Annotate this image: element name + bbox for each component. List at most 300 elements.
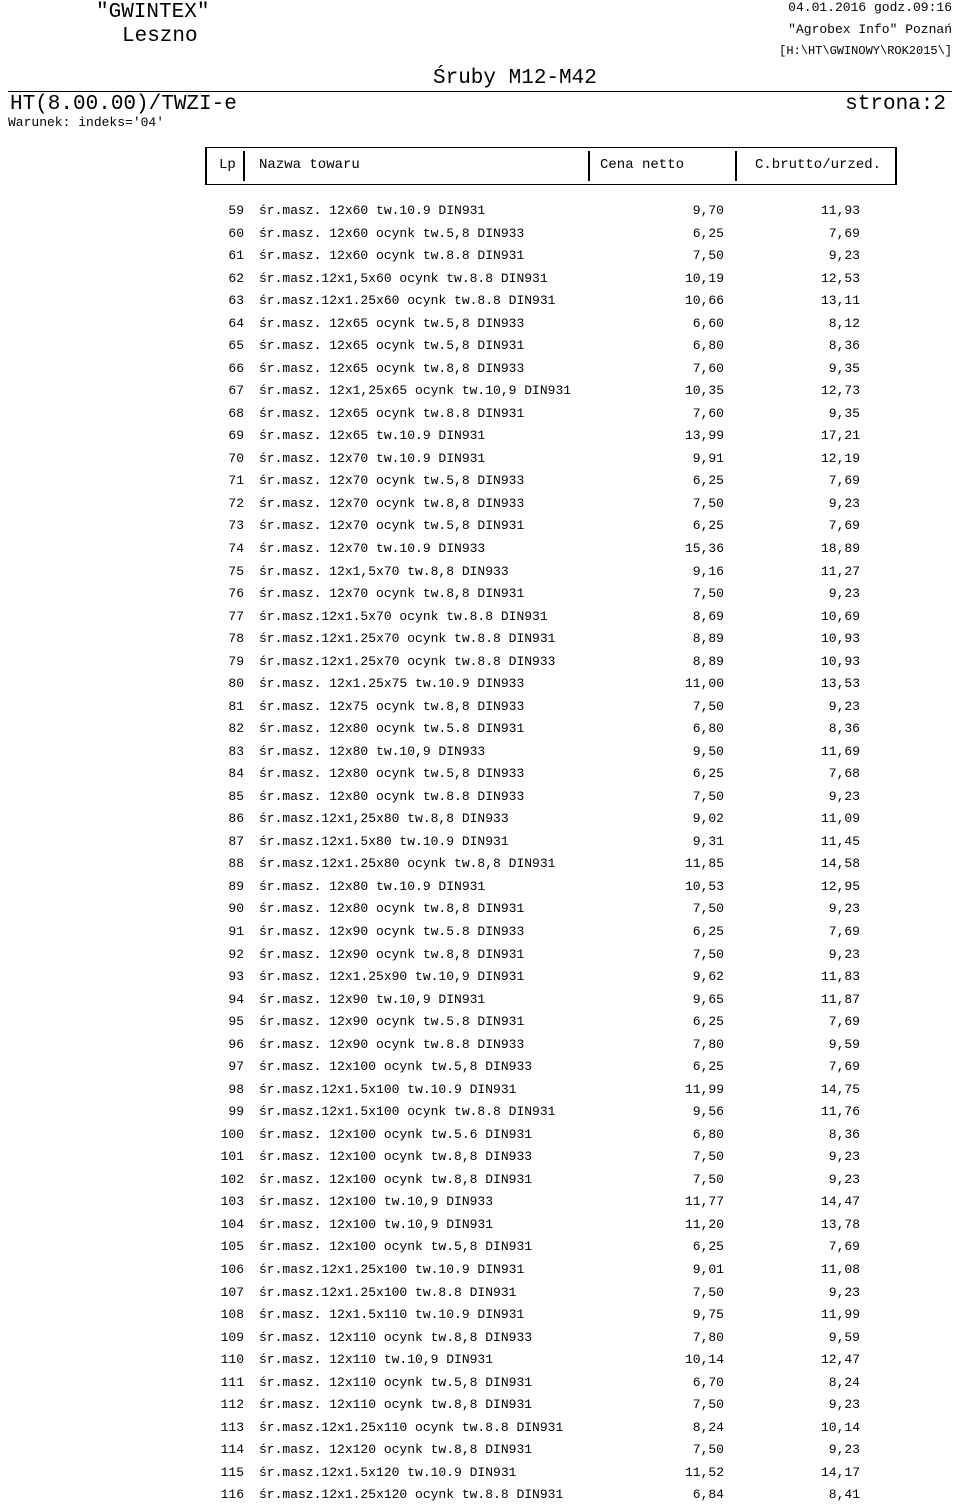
product-name: śr.masz.12x1.5x100 tw.10.9 DIN931 (259, 1081, 517, 1097)
row-number: 72 (228, 495, 244, 511)
product-name: śr.masz.12x1.25x80 ocynk tw.8,8 DIN931 (259, 856, 556, 872)
row-number: 79 (228, 653, 244, 669)
gross-price: 13,53 (820, 676, 860, 692)
gross-price: 9,23 (828, 495, 860, 511)
row-number: 65 (228, 338, 244, 354)
table-row (0, 1034, 960, 1057)
net-price: 7,80 (692, 1036, 724, 1052)
product-name: śr.masz. 12x80 ocynk tw.8,8 DIN931 (259, 901, 525, 917)
table-row (0, 606, 960, 629)
product-name: śr.masz. 12x100 ocynk tw.5.6 DIN931 (259, 1126, 533, 1142)
table-row (0, 448, 960, 471)
gross-price: 11,76 (820, 1104, 860, 1120)
gross-price: 14,47 (820, 1194, 860, 1210)
header-bottom-rule (205, 184, 897, 185)
net-price: 11,00 (684, 676, 724, 692)
product-name: śr.masz. 12x1,5x70 tw.8,8 DIN933 (259, 563, 509, 579)
gross-price: 9,35 (828, 360, 860, 376)
gross-price: 8,24 (828, 1374, 860, 1390)
net-price: 7,50 (692, 1171, 724, 1187)
net-price: 6,80 (692, 1126, 724, 1142)
gross-price: 7,69 (828, 1059, 860, 1075)
net-price: 6,25 (692, 924, 724, 939)
column-header (205, 147, 897, 185)
net-price: 6,25 (692, 473, 724, 489)
table-row (0, 335, 960, 358)
gross-price: 7,69 (828, 1239, 860, 1255)
row-number: 84 (228, 766, 244, 782)
net-price: 8,69 (692, 608, 724, 624)
gross-price: 10,93 (820, 653, 860, 669)
net-price: 7,50 (692, 946, 724, 962)
net-price: 7,60 (692, 405, 724, 421)
row-number: 75 (228, 563, 244, 579)
row-number: 87 (228, 833, 244, 849)
column-lp: Lp (219, 157, 236, 173)
table-row (0, 1169, 960, 1192)
row-number: 83 (228, 743, 244, 759)
table-row (0, 583, 960, 606)
row-number: 71 (228, 473, 244, 489)
table-row (0, 628, 960, 651)
row-number: 99 (228, 1104, 244, 1120)
row-number: 77 (228, 608, 244, 624)
table-row (0, 245, 960, 268)
net-price: 9,65 (692, 991, 724, 1007)
row-number: 78 (228, 631, 244, 647)
row-number: 97 (228, 1059, 244, 1075)
gross-price: 9,23 (828, 1171, 860, 1187)
header-divider (735, 151, 737, 181)
row-number: 94 (228, 991, 244, 1007)
gross-price: 13,11 (820, 293, 860, 309)
table-row (0, 268, 960, 291)
net-price: 6,25 (692, 766, 724, 782)
table-row (0, 696, 960, 719)
product-name: śr.masz. 12x110 tw.10,9 DIN931 (259, 1352, 494, 1368)
row-number: 88 (228, 856, 244, 872)
table-row (0, 1304, 960, 1327)
net-price: 13,99 (684, 428, 724, 444)
table-row (0, 673, 960, 696)
table-row (0, 808, 960, 831)
gross-price: 9,23 (828, 248, 860, 264)
net-price: 11,52 (684, 1464, 724, 1480)
gross-price: 9,23 (828, 1284, 860, 1300)
table-row (0, 989, 960, 1012)
product-name: śr.masz. 12x60 ocynk tw.5,8 DIN933 (259, 225, 525, 241)
table-row (0, 1124, 960, 1147)
net-price: 10,66 (684, 293, 724, 309)
table-row (0, 1372, 960, 1395)
print-date: 04.01.2016 godz.09:16 (788, 0, 952, 15)
product-name: śr.masz.12x1.25x100 tw.8.8 DIN931 (259, 1284, 517, 1300)
product-name: śr.masz. 12x65 ocynk tw.5,8 DIN933 (259, 315, 525, 331)
table-row (0, 741, 960, 764)
net-price: 6,25 (692, 518, 724, 534)
net-price: 11,20 (684, 1216, 724, 1232)
table-row (0, 1236, 960, 1259)
gross-price: 9,35 (828, 405, 860, 421)
header-divider (588, 151, 590, 181)
product-name: śr.masz. 12x65 ocynk tw.8.8 DIN931 (259, 405, 525, 421)
product-name: śr.masz.12x1.25x110 ocynk tw.8.8 DIN931 (259, 1419, 564, 1435)
row-number: 60 (228, 225, 244, 241)
gross-price: 13,78 (820, 1216, 860, 1232)
net-price: 7,50 (692, 495, 724, 511)
row-number: 107 (220, 1284, 244, 1300)
row-number: 101 (220, 1149, 244, 1165)
row-number: 76 (228, 586, 244, 602)
gross-price: 14,58 (820, 856, 860, 872)
column-name: Nazwa towaru (259, 157, 360, 173)
net-price: 15,36 (684, 540, 724, 556)
data-path: [H:\HT\GWINOWY\ROK2015\] (779, 44, 952, 58)
gross-price: 10,69 (820, 608, 860, 624)
gross-price: 12,95 (820, 878, 860, 894)
row-number: 68 (228, 405, 244, 421)
header-top-rule (205, 147, 897, 148)
gross-price: 7,68 (828, 766, 860, 782)
table-row (0, 944, 960, 967)
table-row (0, 1214, 960, 1237)
net-price: 7,80 (692, 1329, 724, 1345)
row-number: 70 (228, 450, 244, 466)
table-row (0, 921, 960, 944)
gross-price: 7,69 (828, 473, 860, 489)
table-row (0, 1462, 960, 1485)
table-row (0, 200, 960, 223)
table-row (0, 425, 960, 448)
table-row (0, 1327, 960, 1350)
gross-price: 11,99 (820, 1307, 860, 1323)
table-row (0, 1101, 960, 1124)
gross-price: 7,69 (828, 518, 860, 534)
table-row (0, 831, 960, 854)
gross-price: 17,21 (820, 428, 860, 444)
row-number: 106 (220, 1261, 244, 1277)
row-number: 61 (228, 248, 244, 264)
product-name: śr.masz. 12x65 ocynk tw.5,8 DIN931 (259, 338, 525, 354)
row-number: 81 (228, 698, 244, 714)
row-number: 82 (228, 721, 244, 737)
product-name: śr.masz. 12x90 ocynk tw.8,8 DIN931 (259, 946, 525, 962)
gross-price: 9,23 (828, 1149, 860, 1165)
net-price: 6,80 (692, 338, 724, 354)
gross-price: 14,17 (820, 1464, 860, 1480)
row-number: 110 (220, 1352, 244, 1368)
table-row (0, 290, 960, 313)
product-name: śr.masz. 12x90 ocynk tw.5.8 DIN933 (259, 924, 525, 939)
net-price: 6,25 (692, 1059, 724, 1075)
row-number: 69 (228, 428, 244, 444)
gross-price: 8,36 (828, 338, 860, 354)
product-name: śr.masz. 12x80 ocynk tw.8.8 DIN933 (259, 788, 525, 804)
row-number: 62 (228, 270, 244, 286)
row-number: 89 (228, 878, 244, 894)
gross-price: 9,23 (828, 586, 860, 602)
row-number: 113 (220, 1419, 244, 1435)
gross-price: 9,23 (828, 1397, 860, 1413)
row-number: 85 (228, 788, 244, 804)
product-name: śr.masz. 12x80 tw.10.9 DIN931 (259, 878, 486, 894)
table-row (0, 876, 960, 899)
gross-price: 8,36 (828, 721, 860, 737)
net-price: 9,70 (692, 203, 724, 218)
net-price: 11,77 (684, 1194, 724, 1210)
table-row (0, 1259, 960, 1282)
table-row (0, 898, 960, 921)
net-price: 8,24 (692, 1419, 724, 1435)
page-number: strona:2 (845, 93, 946, 116)
product-name: śr.masz. 12x70 tw.10.9 DIN933 (259, 540, 486, 556)
product-name: śr.masz.12x1,5x60 ocynk tw.8.8 DIN931 (259, 270, 548, 286)
report-code: HT(8.00.00)/TWZI-e (10, 93, 237, 116)
table-row (0, 493, 960, 516)
table-row (0, 1394, 960, 1417)
row-number: 67 (228, 383, 244, 399)
gross-price: 18,89 (820, 540, 860, 556)
table-row (0, 651, 960, 674)
net-price: 7,60 (692, 360, 724, 376)
product-name: śr.masz. 12x80 ocynk tw.5.8 DIN931 (259, 721, 525, 737)
product-name: śr.masz. 12x100 tw.10,9 DIN931 (259, 1216, 494, 1232)
net-price: 6,25 (692, 1014, 724, 1030)
gross-price: 10,93 (820, 631, 860, 647)
product-name: śr.masz. 12x110 ocynk tw.5,8 DIN931 (259, 1374, 533, 1390)
row-number: 112 (220, 1397, 244, 1413)
net-price: 9,91 (692, 450, 724, 466)
header-divider (243, 151, 245, 181)
gross-price: 7,69 (828, 924, 860, 939)
net-price: 9,75 (692, 1307, 724, 1323)
table-row (0, 1417, 960, 1440)
net-price: 8,89 (692, 631, 724, 647)
product-name: śr.masz. 12x100 tw.10,9 DIN933 (259, 1194, 494, 1210)
gross-price: 12,19 (820, 450, 860, 466)
gross-price: 9,59 (828, 1036, 860, 1052)
gross-price: 8,12 (828, 315, 860, 331)
row-number: 95 (228, 1014, 244, 1030)
row-number: 66 (228, 360, 244, 376)
gross-price: 8,36 (828, 1126, 860, 1142)
gross-price: 11,09 (820, 811, 860, 827)
product-name: śr.masz. 12x110 ocynk tw.8,8 DIN933 (259, 1329, 533, 1345)
column-gross-price: C.brutto/urzed. (755, 157, 882, 173)
product-name: śr.masz. 12x65 tw.10.9 DIN931 (259, 428, 486, 444)
product-name: śr.masz. 12x65 ocynk tw.8,8 DIN933 (259, 360, 525, 376)
product-name: śr.masz. 12x1.5x110 tw.10.9 DIN931 (259, 1307, 525, 1323)
net-price: 10,19 (684, 270, 724, 286)
header-divider (205, 147, 207, 185)
row-number: 109 (220, 1329, 244, 1345)
product-name: śr.masz.12x1.5x80 tw.10.9 DIN931 (259, 833, 509, 849)
row-number: 92 (228, 946, 244, 962)
company-city: Leszno (122, 25, 198, 48)
product-name: śr.masz. 12x70 tw.10.9 DIN931 (259, 450, 486, 466)
net-price: 7,50 (692, 901, 724, 917)
row-number: 108 (220, 1307, 244, 1323)
product-name: śr.masz. 12x70 ocynk tw.5,8 DIN933 (259, 473, 525, 489)
filter-condition: Warunek: indeks='04' (8, 115, 165, 130)
product-name: śr.masz. 12x80 ocynk tw.5,8 DIN933 (259, 766, 525, 782)
gross-price: 11,93 (820, 203, 860, 218)
gross-price: 9,23 (828, 1442, 860, 1458)
row-number: 91 (228, 924, 244, 939)
row-number: 116 (220, 1487, 244, 1503)
table-row (0, 718, 960, 741)
table-row (0, 561, 960, 584)
product-name: śr.masz. 12x90 ocynk tw.5.8 DIN931 (259, 1014, 525, 1030)
net-price: 7,50 (692, 248, 724, 264)
row-number: 86 (228, 811, 244, 827)
product-name: śr.masz. 12x110 ocynk tw.8,8 DIN931 (259, 1397, 533, 1413)
product-name: śr.masz.12x1.25x70 ocynk tw.8.8 DIN933 (259, 653, 556, 669)
table-row (0, 1056, 960, 1079)
net-price: 7,50 (692, 1397, 724, 1413)
gross-price: 11,69 (820, 743, 860, 759)
product-name: śr.masz.12x1.25x100 tw.10.9 DIN931 (259, 1261, 525, 1277)
gross-price: 7,69 (828, 1014, 860, 1030)
product-name: śr.masz. 12x70 ocynk tw.8,8 DIN931 (259, 586, 525, 602)
row-number: 90 (228, 901, 244, 917)
product-name: śr.masz.12x1.5x100 ocynk tw.8.8 DIN931 (259, 1104, 556, 1120)
net-price: 9,62 (692, 969, 724, 985)
column-net-price: Cena netto (600, 157, 685, 173)
product-name: śr.masz.12x1.5x70 ocynk tw.8.8 DIN931 (259, 608, 548, 624)
product-name: śr.masz.12x1.25x70 ocynk tw.8.8 DIN931 (259, 631, 556, 647)
gross-price: 12,53 (820, 270, 860, 286)
gross-price: 11,45 (820, 833, 860, 849)
table-row (0, 1079, 960, 1102)
row-number: 103 (220, 1194, 244, 1210)
product-name: śr.masz. 12x60 tw.10.9 DIN931 (259, 203, 486, 218)
net-price: 7,50 (692, 1442, 724, 1458)
table-row (0, 1439, 960, 1462)
net-price: 8,89 (692, 653, 724, 669)
product-name: śr.masz.12x1.5x120 tw.10.9 DIN931 (259, 1464, 517, 1480)
product-name: śr.masz. 12x90 tw.10,9 DIN931 (259, 991, 486, 1007)
product-name: śr.masz. 12x75 ocynk tw.8,8 DIN933 (259, 698, 525, 714)
product-name: śr.masz. 12x100 ocynk tw.8,8 DIN931 (259, 1171, 533, 1187)
row-number: 59 (228, 203, 244, 218)
header-divider (895, 147, 897, 185)
net-price: 7,50 (692, 1149, 724, 1165)
row-number: 96 (228, 1036, 244, 1052)
net-price: 6,25 (692, 225, 724, 241)
row-number: 64 (228, 315, 244, 331)
gross-price: 8,41 (828, 1487, 860, 1503)
net-price: 9,56 (692, 1104, 724, 1120)
table-row (0, 403, 960, 426)
product-name: śr.masz.12x1.25x120 ocynk tw.8.8 DIN931 (259, 1487, 564, 1503)
table-row (0, 786, 960, 809)
product-name: śr.masz. 12x70 ocynk tw.5,8 DIN931 (259, 518, 525, 534)
row-number: 73 (228, 518, 244, 534)
table-row (0, 1146, 960, 1169)
net-price: 7,50 (692, 698, 724, 714)
net-price: 6,70 (692, 1374, 724, 1390)
product-name: śr.masz. 12x60 ocynk tw.8.8 DIN931 (259, 248, 525, 264)
gross-price: 11,08 (820, 1261, 860, 1277)
table-row (0, 1349, 960, 1372)
table-row (0, 1282, 960, 1305)
table-row (0, 515, 960, 538)
table-row (0, 763, 960, 786)
net-price: 7,50 (692, 1284, 724, 1300)
net-price: 10,53 (684, 878, 724, 894)
net-price: 9,50 (692, 743, 724, 759)
net-price: 10,35 (684, 383, 724, 399)
table-row (0, 966, 960, 989)
table-row (0, 1011, 960, 1034)
product-name: śr.masz. 12x1.25x90 tw.10,9 DIN931 (259, 969, 525, 985)
product-name: śr.masz.12x1,25x80 tw.8,8 DIN933 (259, 811, 509, 827)
gross-price: 11,83 (820, 969, 860, 985)
row-number: 104 (220, 1216, 244, 1232)
table-row (0, 853, 960, 876)
company-name: "GWINTEX" (96, 1, 210, 24)
gross-price: 9,23 (828, 901, 860, 917)
product-name: śr.masz. 12x100 ocynk tw.5,8 DIN931 (259, 1239, 533, 1255)
gross-price: 9,23 (828, 946, 860, 962)
product-name: śr.masz. 12x100 ocynk tw.5,8 DIN933 (259, 1059, 533, 1075)
row-number: 100 (220, 1126, 244, 1142)
row-number: 105 (220, 1239, 244, 1255)
net-price: 9,01 (692, 1261, 724, 1277)
net-price: 11,85 (684, 856, 724, 872)
row-number: 111 (220, 1374, 244, 1390)
gross-price: 7,69 (828, 225, 860, 241)
product-name: śr.masz. 12x80 tw.10,9 DIN933 (259, 743, 486, 759)
gross-price: 12,47 (820, 1352, 860, 1368)
row-number: 74 (228, 540, 244, 556)
table-row (0, 223, 960, 246)
net-price: 6,25 (692, 1239, 724, 1255)
product-name: śr.masz. 12x70 ocynk tw.8,8 DIN933 (259, 495, 525, 511)
gross-price: 10,14 (820, 1419, 860, 1435)
table-row (0, 313, 960, 336)
gross-price: 9,23 (828, 788, 860, 804)
net-price: 9,16 (692, 563, 724, 579)
net-price: 6,60 (692, 315, 724, 331)
gross-price: 11,27 (820, 563, 860, 579)
net-price: 7,50 (692, 788, 724, 804)
net-price: 9,31 (692, 833, 724, 849)
table-row (0, 538, 960, 561)
row-number: 63 (228, 293, 244, 309)
product-name: śr.masz. 12x1.25x75 tw.10.9 DIN933 (259, 676, 525, 692)
gross-price: 9,59 (828, 1329, 860, 1345)
net-price: 6,80 (692, 721, 724, 737)
table-row (0, 470, 960, 493)
gross-price: 9,23 (828, 698, 860, 714)
software-vendor: "Agrobex Info" Poznań (788, 22, 952, 37)
gross-price: 14,75 (820, 1081, 860, 1097)
row-number: 114 (220, 1442, 244, 1458)
product-name: śr.masz.12x1.25x60 ocynk tw.8.8 DIN931 (259, 293, 556, 309)
product-name: śr.masz. 12x120 ocynk tw.8,8 DIN931 (259, 1442, 533, 1458)
row-number: 98 (228, 1081, 244, 1097)
table-row (0, 358, 960, 381)
net-price: 11,99 (684, 1081, 724, 1097)
row-number: 115 (220, 1464, 244, 1480)
net-price: 7,50 (692, 586, 724, 602)
row-number: 80 (228, 676, 244, 692)
table-row (0, 1484, 960, 1507)
net-price: 6,84 (692, 1487, 724, 1503)
net-price: 9,02 (692, 811, 724, 827)
